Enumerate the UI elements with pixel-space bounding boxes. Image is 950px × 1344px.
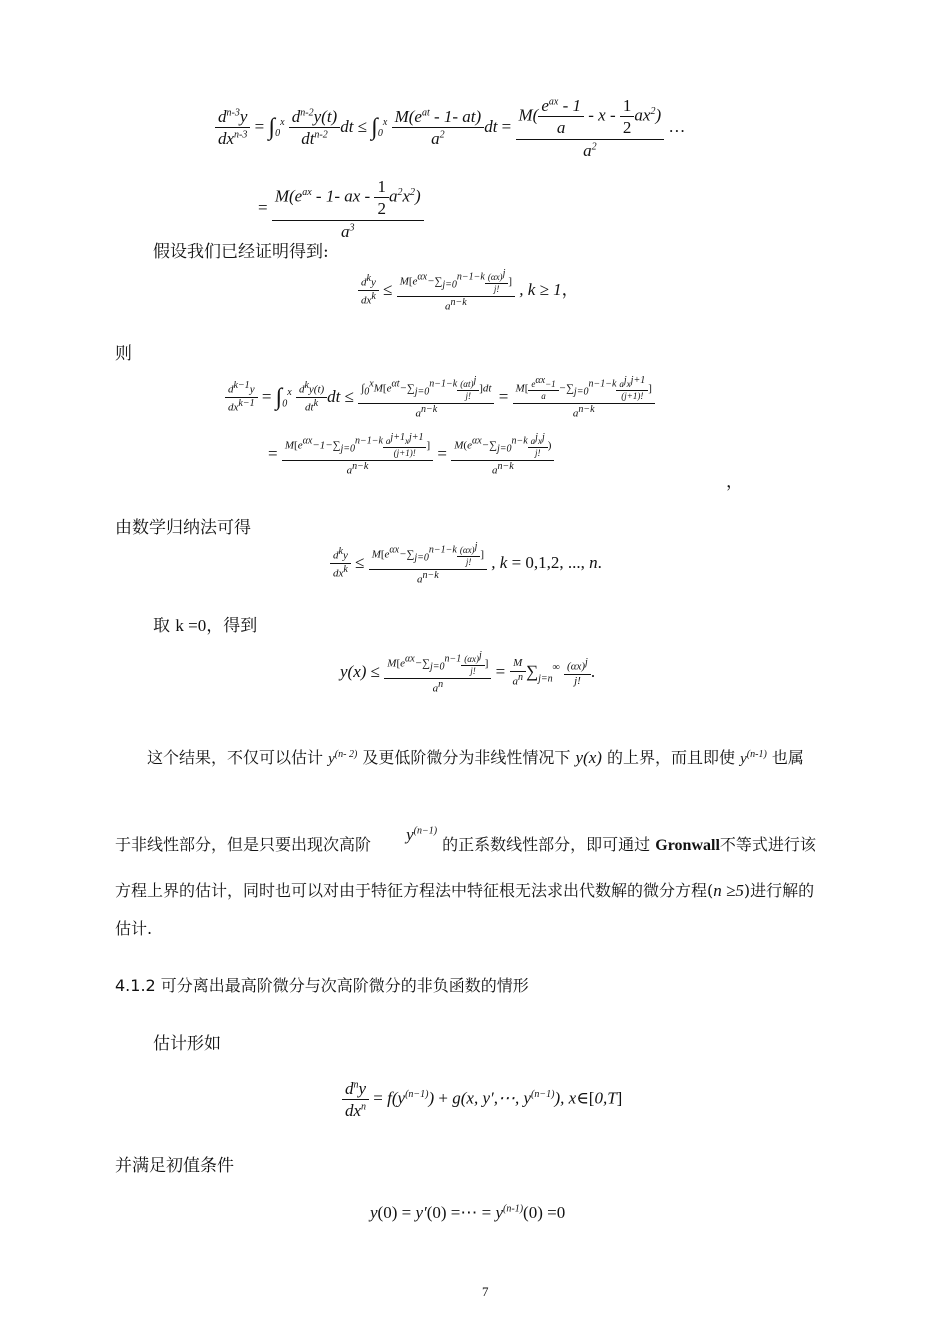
- comma-mark: ，: [726, 472, 743, 492]
- equation-inductive-step: $\frac{d^{k-1}y}{dx^{k-1}}$ = $\int_0^x$ $\frac{d^ky(t)}{dt^k}$ dt ≤ $\int_0^xM[e^{\alpha t}-\sum_{j=0}^{n-1-k}$ $\frac{(\alpha t)^j}{j!}$ ]dt $a^{n-k}$ = M[ $\frac{e^{\alpha x}-1}{a}$ $-\sum_{j=0}^{n-1-k}$ $\frac{a^jx^{j+1}}{(j+1)!}$ ] $a^{n-k}$: [225, 375, 655, 421]
- equation-y-bound: y(x) ≤ $M[e^{\alpha x}-\sum_{j=0}^{n-1}$ $\frac{(\alpha x)^j}{j!}$ ] $a^n$ = $\frac{M}{a^n}$ $\sum_{j=n}^\infty$ $\frac{(\alpha x)^j}{j!}$ .: [340, 650, 596, 695]
- equation-inductive-step-2: = $M[e^{\alpha x}-1-\sum_{j=0}^{n-1-k}$ $\frac{a^{j+1}x^{j+1}}{(j+1)!}$ ] $a^{n-k}$ = $M(e^{\alpha x}-\sum_{j=0}^{n-k}$ $\frac{a^jx^j}{j!}$ ) $a^{n-k}$: [268, 432, 554, 478]
- equation-dn3y-result: = $M(e^{ax} - 1-$ ax - $\frac{1}{2}$ $a^2x^2$) $a^3$: [258, 176, 424, 242]
- page-number: 7: [482, 1284, 489, 1299]
- paragraph-line-1: 这个结果，不仅可以估计 $y^{(n- 2)}$ 及更低阶微分为非线性情况下 y(x) 的上界，而且即使 $y^{(n-1)}$ 也属: [147, 748, 804, 767]
- paragraph-line-2: 于非线性部分，但是只要出现次高阶 $y^{(n-1)}$ 的正系数线性部分，即可通过 Gronwall不等式进行该: [115, 825, 816, 854]
- section-heading: 4.1.2 可分离出最高阶微分与次高阶微分的非负函数的情形: [115, 976, 529, 995]
- equation-initial-condition: y(0) = y′(0) =⋯ = $y^{(n-1)}(0) =0$: [370, 1203, 566, 1222]
- assume-text: 假设我们已经证明得到:: [153, 242, 329, 262]
- initial-condition-text: 并满足初值条件: [115, 1156, 234, 1176]
- equation-dn3y: $\frac{d^{n-3}y}{dx^{n-3}}$ = $\int_0^x$ $\frac{d^{n-2}y(t)}{dt^{n-2}}$ dt ≤ $\int_0^x$ $\frac{M(e^{at} - 1- at)}{a^2}$ dt = M( $\frac{e^{ax} - 1}{a}$ - x - $\frac{1}{2}$ $ax^2$) $a^2$ …: [215, 95, 685, 161]
- equation-induction-result: $\frac{d^ky}{dx^k}$ ≤ $M[e^{\alpha x}-\sum_{j=0}^{n-1-k}$ $\frac{(\alpha x)^j}{j!}$ ] $a^{n-k}$ , k = 0,1,2, ..., n.: [330, 541, 602, 587]
- k-eq-0: k =0，得到: [175, 616, 258, 635]
- equation-ode-form: $\frac{d^ny}{dx^n}$ = $f(y^{(n-1)}) + g(x$, y′,⋯, $y^{(n-1)}$), x∈[0,T]: [342, 1078, 622, 1122]
- take-k-text: 取 k =0，得到: [153, 616, 258, 636]
- induction-text: 由数学归纳法可得: [115, 518, 251, 538]
- then-text: 则: [115, 344, 132, 364]
- paragraph-line-4: 估计.: [115, 919, 153, 938]
- paragraph-line-3: 方程上界的估计，同时也可以对由于特征方程法中特征根无法求出代数解的微分方程(n ≥5)进行解的: [115, 881, 815, 900]
- estimate-form-text: 估计形如: [153, 1034, 221, 1054]
- equation-hypothesis: $\frac{d^ky}{dx^k}$ ≤ $M[e^{\alpha x}-\sum_{j=0}^{n-1-k}$ $\frac{(\alpha x)^j}{j!}$ ] $a^{n-k}$ , k ≥ 1，: [358, 268, 579, 314]
